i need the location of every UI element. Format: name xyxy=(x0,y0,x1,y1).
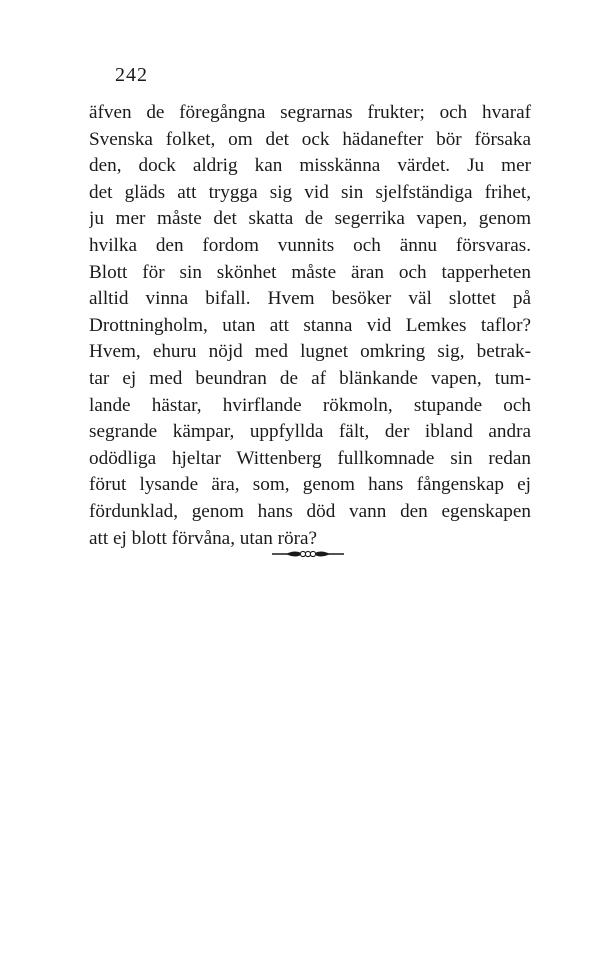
text-line: att ej blott förvåna, utan röra? xyxy=(89,527,318,549)
text-line: ju mer måste det skatta de segerrika vapen, genom xyxy=(89,208,531,230)
text-line: hvilka den fordom vunnits och ännu försvaras. xyxy=(89,234,531,256)
text-line: äfven de föregångna segrarnas frukter; och hvaraf xyxy=(89,102,531,123)
text-line: Hvem, ehuru nöjd med lugnet omkring sig, betrak- xyxy=(89,341,531,363)
text-line: fördunklad, genom hans död vann den egenskapen xyxy=(89,500,531,522)
ornament-divider-icon xyxy=(272,548,344,560)
body-text xyxy=(89,100,531,552)
text-line: Drottningholm, utan att stanna vid Lemkes taflor? xyxy=(89,314,531,336)
text-line: förut lysande ära, som, genom hans fångenskap ej xyxy=(89,474,531,496)
text-line: segrande kämpar, uppfyllda fält, der ibland andra xyxy=(89,421,531,443)
text-line: tar ej med beundran de af blänkande vapen, tum- xyxy=(89,367,531,389)
text-line: den, dock aldrig kan misskänna värdet. Ju mer xyxy=(89,155,531,177)
text-line: det gläds att trygga sig vid sin sjelfständiga frihet, xyxy=(89,181,531,203)
text-line: Blott för sin skönhet måste äran och tapperheten xyxy=(89,261,531,283)
page-number: 242 xyxy=(115,64,148,86)
text-line: Svenska folket, om det ock hädanefter bör försaka xyxy=(89,128,531,150)
text-line: alltid vinna bifall. Hvem besöker väl slottet på xyxy=(89,288,531,310)
text-line: odödliga hjeltar Wittenberg fullkomnade sin redan xyxy=(89,447,531,469)
text-line: lande hästar, hvirflande rökmoln, stupande och xyxy=(89,394,531,416)
